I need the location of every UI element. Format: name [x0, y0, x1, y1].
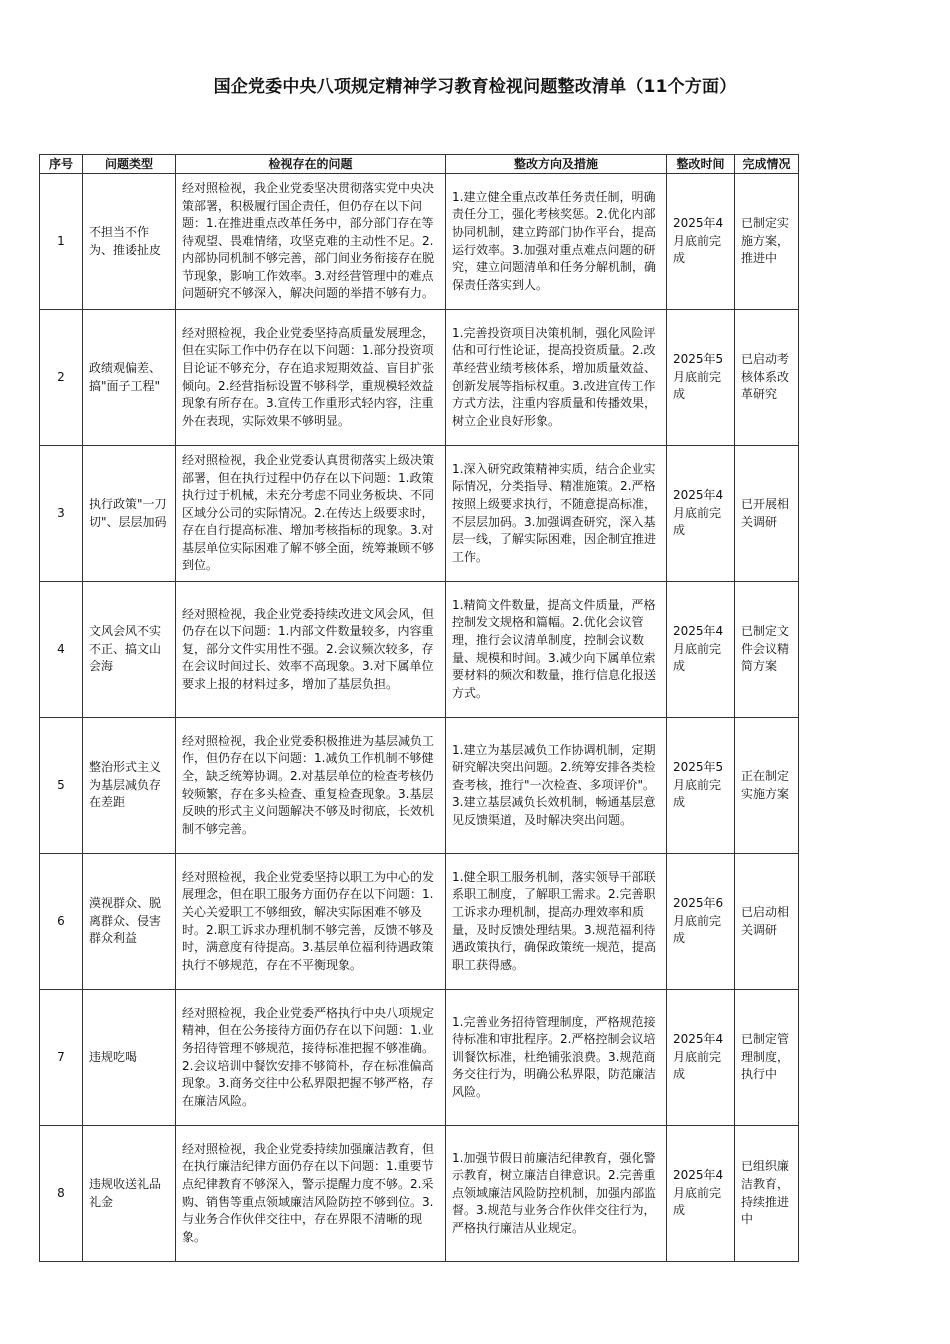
table-row [40, 718, 799, 854]
problem-description: 经对照检视，我企业党委积极推进为基层减负工作，但仍存在以下问题：1.减负工作机制不够健全，缺乏统筹协调。2.对基层单位的检查考核仍较频繁，存在多头检查、重复检查现象。3.基层反映的形式主义问题解决不够及时彻底，长效机制不够完善。 [176, 718, 446, 854]
rectification-measures: 1.建立健全重点改革任务责任制，明确责任分工，强化考核奖惩。2.优化内部协同机制，建立跨部门协作平台，提高运行效率。3.加强对重点难点问题的研究，建立问题清单和任务分解机制，确保责任落实到人。 [446, 174, 667, 310]
table-row [40, 582, 799, 718]
deadline: 2025年4月底前完成 [667, 174, 735, 310]
completion-status: 已启动相关调研 [735, 854, 799, 990]
deadline: 2025年5月底前完成 [667, 310, 735, 446]
header-row [40, 155, 799, 174]
table-row [40, 990, 799, 1126]
header-no: 序号 [40, 155, 83, 174]
completion-status: 已制定管理制度，执行中 [735, 990, 799, 1126]
problem-type: 文风会风不实不正、搞文山会海 [83, 582, 176, 718]
row-number: 6 [40, 854, 83, 990]
completion-status: 已制定文件会议精简方案 [735, 582, 799, 718]
deadline: 2025年5月底前完成 [667, 718, 735, 854]
table-row [40, 854, 799, 990]
rectification-measures: 1.完善投资项目决策机制，强化风险评估和可行性论证，提高投资质量。2.改革经营业绩考核体系，增加质量效益、创新发展等指标权重。3.改进宣传工作方式方法，注重内容质量和传播效果，树立企业良好形象。 [446, 310, 667, 446]
rectification-measures: 1.深入研究政策精神实质，结合企业实际情况，分类指导、精准施策。2.严格按照上级要求执行，不随意提高标准，不层层加码。3.加强调查研究，深入基层一线，了解实际困难，因企制宜推进工作。 [446, 446, 667, 582]
completion-status: 正在制定实施方案 [735, 718, 799, 854]
rectification-table [39, 154, 799, 1262]
problem-description: 经对照检视，我企业党委持续加强廉洁教育，但在执行廉洁纪律方面仍存在以下问题：1.重要节点纪律教育不够深入，警示提醒力度不够。2.采购、销售等重点领域廉洁风险防控不够到位。3.与业务合作伙伴交往中，存在界限不清晰的现象。 [176, 1126, 446, 1262]
problem-type: 违规吃喝 [83, 990, 176, 1126]
rectification-measures: 1.健全职工服务机制，落实领导干部联系职工制度，了解职工需求。2.完善职工诉求办理机制，提高办理效率和质量，及时反馈处理结果。3.规范福利待遇政策执行，确保政策统一规范，提高职工获得感。 [446, 854, 667, 990]
header-status: 完成情况 [735, 155, 799, 174]
header-problem: 检视存在的问题 [176, 155, 446, 174]
deadline: 2025年6月底前完成 [667, 854, 735, 990]
problem-type: 执行政策"一刀切"、层层加码 [83, 446, 176, 582]
completion-status: 已组织廉洁教育，持续推进中 [735, 1126, 799, 1262]
problem-type: 不担当不作为、推诿扯皮 [83, 174, 176, 310]
rectification-measures: 1.精简文件数量，提高文件质量，严格控制发文规格和篇幅。2.优化会议管理，推行会议清单制度，控制会议数量、规模和时间。3.减少向下属单位索要材料的频次和数量，推行信息化报送方式。 [446, 582, 667, 718]
problem-type: 政绩观偏差、搞"面子工程" [83, 310, 176, 446]
rectification-measures: 1.完善业务招待管理制度，严格规范接待标准和审批程序。2.严格控制会议培训餐饮标准，杜绝铺张浪费。3.规范商务交往行为，明确公私界限，防范廉洁风险。 [446, 990, 667, 1126]
deadline: 2025年4月底前完成 [667, 446, 735, 582]
completion-status: 已启动考核体系改革研究 [735, 310, 799, 446]
table-row [40, 446, 799, 582]
document-title: 国企党委中央八项规定精神学习教育检视问题整改清单（11个方面） [213, 77, 737, 97]
problem-type: 整治形式主义为基层减负存在差距 [83, 718, 176, 854]
problem-description: 经对照检视，我企业党委坚持以职工为中心的发展理念，但在职工服务方面仍存在以下问题：1.关心关爱职工不够细致，解决实际困难不够及时。2.职工诉求办理机制不够完善，反馈不够及时，满意度有待提高。3.基层单位福利待遇政策执行不够规范，存在不平衡现象。 [176, 854, 446, 990]
row-number: 1 [40, 174, 83, 310]
row-number: 2 [40, 310, 83, 446]
header-type: 问题类型 [83, 155, 176, 174]
problem-type: 漠视群众、脱离群众、侵害群众利益 [83, 854, 176, 990]
problem-description: 经对照检视，我企业党委认真贯彻落实上级决策部署，但在执行过程中仍存在以下问题：1.政策执行过于机械，未充分考虑不同业务板块、不同区域分公司的实际情况。2.在传达上级要求时，存在自行提高标准、增加考核指标的现象。3.对基层单位实际困难了解不够全面，统筹兼顾不够到位。 [176, 446, 446, 582]
rectification-measures: 1.建立为基层减负工作协调机制，定期研究解决突出问题。2.统筹安排各类检查考核，推行"一次检查、多项评价"。3.建立基层减负长效机制，畅通基层意见反馈渠道，及时解决突出问题。 [446, 718, 667, 854]
table-row [40, 1126, 799, 1262]
deadline: 2025年4月底前完成 [667, 1126, 735, 1262]
header-measures: 整改方向及措施 [446, 155, 667, 174]
problem-description: 经对照检视，我企业党委持续改进文风会风，但仍存在以下问题：1.内部文件数量较多，内容重复，部分文件实用性不强。2.会议频次较多，存在会议时间过长、效率不高现象。3.对下属单位要求上报的材料过多，增加了基层负担。 [176, 582, 446, 718]
row-number: 8 [40, 1126, 83, 1262]
problem-description: 经对照检视，我企业党委严格执行中央八项规定精神，但在公务接待方面仍存在以下问题：1.业务招待管理不够规范，接待标准把握不够准确。2.会议培训中餐饮安排不够简朴，存在标准偏高现象。3.商务交往中公私界限把握不够严格，存在廉洁风险。 [176, 990, 446, 1126]
table-row [40, 174, 799, 310]
row-number: 3 [40, 446, 83, 582]
deadline: 2025年4月底前完成 [667, 990, 735, 1126]
problem-description: 经对照检视，我企业党委坚持高质量发展理念，但在实际工作中仍存在以下问题：1.部分投资项目论证不够充分，存在追求短期效益、盲目扩张倾向。2.经营指标设置不够科学，重规模轻效益现象有所存在。3.宣传工作重形式轻内容，注重外在表现，实际效果不够明显。 [176, 310, 446, 446]
problem-description: 经对照检视，我企业党委坚决贯彻落实党中央决策部署，积极履行国企责任，但仍存在以下问题：1.在推进重点改革任务中，部分部门存在等待观望、畏难情绪，攻坚克难的主动性不足。2.内部协同机制不够完善，部门间业务衔接存在脱节现象，影响工作效率。3.对经营管理中的难点问题研究不够深入，解决问题的举措不够有力。 [176, 174, 446, 310]
row-number: 5 [40, 718, 83, 854]
completion-status: 已开展相关调研 [735, 446, 799, 582]
table-row [40, 310, 799, 446]
rectification-measures: 1.加强节假日前廉洁纪律教育，强化警示教育，树立廉洁自律意识。2.完善重点领域廉洁风险防控机制，加强内部监督。3.规范与业务合作伙伴交往行为，严格执行廉洁从业规定。 [446, 1126, 667, 1262]
completion-status: 已制定实施方案，推进中 [735, 174, 799, 310]
header-time: 整改时间 [667, 155, 735, 174]
problem-type: 违规收送礼品礼金 [83, 1126, 176, 1262]
row-number: 4 [40, 582, 83, 718]
deadline: 2025年4月底前完成 [667, 582, 735, 718]
row-number: 7 [40, 990, 83, 1126]
